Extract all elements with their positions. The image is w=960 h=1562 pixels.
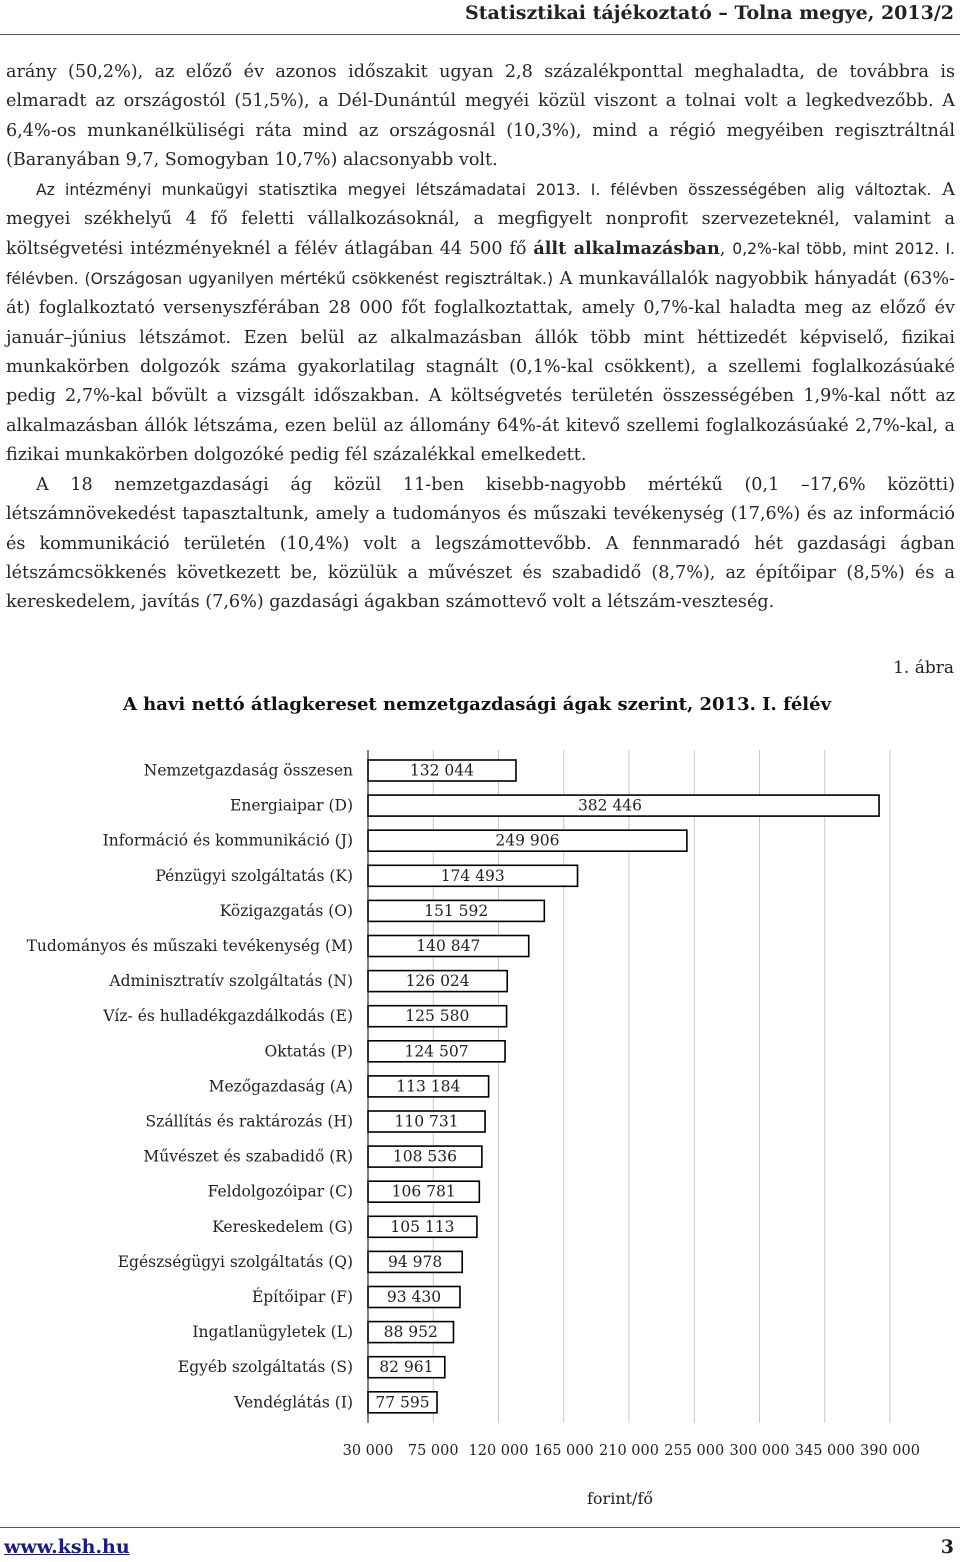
data-label: 113 184 (396, 1077, 461, 1096)
data-label: 93 430 (386, 1288, 442, 1306)
data-label: 88 952 (383, 1323, 438, 1342)
category-label: Oktatás (P) (264, 1042, 353, 1061)
x-tick-label: 345 000 (794, 1442, 855, 1459)
category-label: Energiaipar (D) (230, 796, 353, 815)
category-label: Információ és kommunikáció (J) (102, 831, 353, 850)
x-tick-label: 300 000 (729, 1442, 790, 1459)
category-label: Mezőgazdaság (A) (208, 1077, 353, 1096)
paragraph-text: Az intézményi munkaügyi statisztika megyei létszámadatai 2013. I. félévben összességében alig változtak. (36, 180, 932, 199)
paragraph-text: A 18 nemzetgazdasági ág közül 11-ben kisebb-nagyobb mértékű (0,1 –17,6% közötti) létszámnövekedést tapasztaltunk, amely a tudományos és műszaki tevékenység (17,6%) és az információ és kommunikáció területén (10,4%) volt a legszámottevőbb. A fennmaradó hét gazdasági ágban létszámcsökkenés következett be, közülük a művészet és szabadidő (8,7%), az építőipar (8,5%) és a kereskedelem, javítás (7,6%) gazdasági ágakban számottevő volt a létszám-veszteség. (6, 474, 955, 613)
category-label: Kereskedelem (G) (212, 1217, 353, 1236)
data-label: 105 113 (390, 1217, 455, 1236)
category-label: Víz- és hulladékgazdálkodás (E) (103, 1007, 353, 1026)
data-label: 140 847 (416, 937, 481, 955)
page-footer (0, 1527, 960, 1562)
bar-chart (0, 740, 960, 1520)
category-label: Vendéglátás (I) (234, 1393, 353, 1412)
chart-title: A havi nettó átlagkereset nemzetgazdasági ágak szerint, 2013. I. félév (122, 694, 832, 715)
x-tick-label: 210 000 (599, 1442, 659, 1459)
paragraph (6, 58, 955, 176)
paragraph-text: állt alkalmazásban (533, 238, 720, 260)
category-label: Egyéb szolgáltatás (S) (177, 1358, 353, 1377)
category-label: Építőipar (F) (251, 1288, 353, 1306)
category-label: Adminisztratív szolgáltatás (N) (109, 972, 353, 991)
body-text (6, 58, 955, 618)
data-label: 151 592 (424, 901, 489, 920)
x-tick-label: 120 000 (468, 1442, 529, 1459)
category-label: Szállítás és raktározás (H) (145, 1112, 353, 1131)
page-number: 3 (940, 1536, 954, 1558)
data-label: 108 536 (392, 1147, 457, 1166)
x-axis-label: forint/fő (587, 1488, 653, 1508)
x-tick-label: 165 000 (533, 1442, 594, 1459)
paragraph-text: arány (50,2%), az előző év azonos időszakit ugyan 2,8 százalékponttal meghaladta, de továbbra is elmaradt az országostól (51,5%), a Dél-Dunántúl megyéi közül viszont a tolnai volt a legkedvezőbb. A 6,4%-os munkanélküliségi ráta mind az országosnál (10,3%), mind a régió megyéiben regisztráltnál (Baranyában 9,7, Somogyban 10,7%) alacsonyabb volt. (6, 62, 955, 171)
data-label: 94 978 (387, 1252, 443, 1271)
paragraph-text: A megyei székhelyű 4 fő feletti vállalkozásoknál, a megfigyelt nonprofit szervezeteknél, valamint a költségvetési intézményeknél a félév átlagában 44 500 fő (6, 179, 955, 260)
category-label: Művészet és szabadidő (R) (143, 1147, 353, 1166)
category-label: Ingatlanügyletek (L) (192, 1323, 353, 1342)
category-label: Tudományos és műszaki tevékenység (M) (26, 937, 353, 955)
x-tick-label: 390 000 (860, 1442, 920, 1459)
data-label: 125 580 (405, 1007, 470, 1026)
paragraph-text: , (719, 239, 733, 260)
paragraph-text: 0,2%-kal több, mint 2012. I. félévben. (Országosan ugyanilyen mértékű csökkenést regisztráltak.) (6, 240, 956, 288)
data-label: 106 781 (391, 1182, 456, 1201)
header-title: Statisztikai tájékoztató – Tolna megye, 2013/2 (465, 2, 954, 24)
chart-title-block (0, 694, 960, 715)
category-label: Pénzügyi szolgáltatás (K) (155, 866, 353, 885)
data-label: 110 731 (394, 1112, 459, 1131)
category-label: Feldolgozóipar (C) (207, 1182, 353, 1201)
category-label: Nemzetgazdaság összesen (143, 761, 353, 780)
data-label: 82 961 (379, 1358, 434, 1377)
page-header (0, 0, 960, 35)
paragraph-text: A munkavállalók nagyobbik hányadát (63%-át) foglalkoztató versenyszférában 28 000 főt foglalkoztattak, amely 0,7%-kal haladta meg az előző év január–június létszámot. Ezen belül az alkalmazásban állók több mint héttizedét képviselő, fizikai munkakörben dolgozók száma gyakorlatilag stagnált (0,1%-kal csökkent), a szellemi foglalkozásúaké pedig 2,7%-kal bővült a vizsgált időszakban. A költségvetés területén összességében 1,9%-kal nőtt az alkalmazásban állók létszáma, ezen belül az állomány 64%-át kitevő szellemi foglalkozásúaké 2,7%-kal, a fizikai munkakörben dolgozóké pedig fél százalékkal emelkedett. (6, 268, 955, 466)
paragraph (6, 176, 955, 471)
data-label: 124 507 (404, 1042, 469, 1061)
category-label: Közigazgatás (O) (219, 901, 353, 920)
data-label: 77 595 (375, 1393, 430, 1412)
data-label: 132 044 (409, 761, 475, 780)
x-tick-label: 30 000 (342, 1442, 394, 1459)
data-label: 382 446 (577, 796, 643, 815)
category-label: Egészségügyi szolgáltatás (Q) (117, 1252, 353, 1271)
paragraph (6, 471, 955, 618)
figure-label: 1. ábra (893, 658, 954, 678)
x-tick-label: 75 000 (407, 1442, 459, 1459)
x-tick-label: 255 000 (664, 1442, 725, 1459)
data-label: 174 493 (440, 866, 505, 885)
data-label: 249 906 (495, 831, 560, 850)
data-label: 126 024 (405, 972, 470, 991)
ksh-website-link[interactable]: www.ksh.hu (4, 1536, 130, 1558)
